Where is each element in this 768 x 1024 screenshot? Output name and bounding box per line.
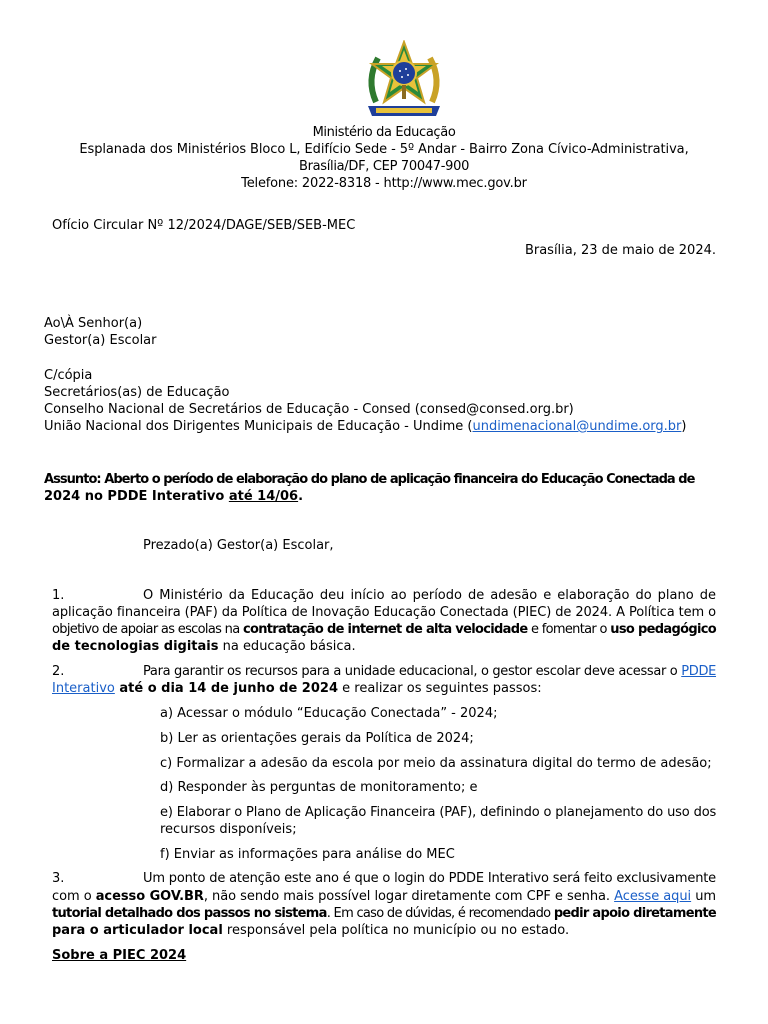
step-d: d) Responder às perguntas de monitoramento; e: [160, 780, 478, 795]
copy-line-3-prefix: União Nacional dos Dirigentes Municipais de Educação - Undime (: [44, 419, 473, 434]
subject-deadline: até 14/06: [228, 489, 299, 504]
copy-line-2: Conselho Nacional de Secretários de Educação - Consed (consed@consed.org.br): [44, 402, 574, 417]
copy-line-1: Secretários(as) de Educação: [44, 385, 230, 400]
p3-text-d: um: [691, 889, 717, 904]
recipient-line-2: Gestor(a) Escolar: [44, 333, 157, 348]
step-f: f) Enviar as informações para análise do MEC: [160, 847, 455, 862]
paragraph-3-line-3: [52, 905, 716, 922]
p3-bold-govbr: acesso GOV.BR: [95, 889, 204, 904]
section-title-text: Sobre a PIEC 2024: [52, 948, 187, 963]
paragraph-2-line-1: [143, 663, 716, 680]
p3-bold-tutorial: tutorial detalhado dos passos no sistema: [52, 906, 327, 921]
ministry-name: Ministério da Educação: [312, 125, 456, 140]
paragraph-3-line-2: [52, 888, 716, 905]
address-line-1: Esplanada dos Ministérios Bloco L, Edifício Sede - 5º Andar - Bairro Zona Cívico-Administrativa,: [79, 142, 689, 157]
paragraph-1-line-3: [52, 621, 716, 638]
paragraph-2-number: 2.: [52, 664, 65, 679]
step-c: c) Formalizar a adesão da escola por meio da assinatura digital do termo de adesão;: [160, 756, 712, 771]
document-date: Brasília, 23 de maio de 2024.: [524, 243, 716, 258]
p1-bold-uso: uso pedagógico: [610, 622, 716, 637]
p3-bold-articulador: para o articulador local: [52, 923, 223, 938]
subject-line-1: [44, 471, 694, 488]
greeting: Prezado(a) Gestor(a) Escolar,: [143, 538, 334, 553]
p3-text-c: , não sendo mais possível logar diretamente com CPF e senha.: [203, 889, 615, 904]
paragraph-1-line-4: [52, 638, 356, 655]
subject-line-1-text: Assunto: Aberto o período de elaboração do plano de aplicação financeira do Educação Conectada de: [44, 472, 695, 487]
p1-text-end: na educação básica.: [218, 639, 356, 654]
copy-line-3: [44, 418, 686, 435]
step-a: a) Acessar o módulo “Educação Conectada” - 2024;: [160, 706, 498, 721]
subject-line-2-suffix: .: [298, 489, 304, 504]
p2-text-c: e realizar os seguintes passos:: [338, 681, 542, 696]
paragraph-2-line-2: [52, 680, 542, 697]
pdde-interativo-link-part-1[interactable]: PDDE: [681, 664, 717, 679]
paragraph-1-number: 1.: [52, 588, 65, 603]
p1-text-a: objetivo de apoiar as escolas na: [52, 622, 243, 637]
step-e-continuation: recursos disponíveis;: [160, 822, 297, 837]
subject-line-2: [44, 488, 303, 505]
p3-text-a: com o: [52, 889, 96, 904]
pdde-interativo-link-part-2[interactable]: Interativo: [52, 681, 115, 696]
acesse-aqui-link[interactable]: Acesse aqui: [614, 889, 692, 904]
copy-label: C/cópia: [44, 368, 93, 383]
step-e: e) Elaborar o Plano de Aplicação Financeira (PAF), definindo o planejamento do uso dos: [160, 805, 717, 820]
p3-bold-apoio: pedir apoio diretamente: [553, 906, 716, 921]
subject-line-2-prefix: 2024 no PDDE Interativo: [44, 489, 229, 504]
phone-line: Telefone: 2022-8318 - http://www.mec.gov.br: [241, 176, 527, 191]
p1-bold-internet: contratação de internet de alta velocidade: [242, 622, 528, 637]
step-b: b) Ler as orientações gerais da Política de 2024;: [160, 731, 474, 746]
address-line-2: Brasília/DF, CEP 70047-900: [298, 159, 470, 174]
p2-deadline: até o dia 14 de junho de 2024: [114, 681, 338, 696]
p2-text-a: Para garantir os recursos para a unidade educacional, o gestor escolar deve acessar o: [143, 664, 682, 679]
copy-line-3-suffix: ): [681, 419, 687, 434]
paragraph-1-line-1: O Ministério da Educação deu início ao período de adesão e elaboração do plano de: [143, 588, 716, 603]
paragraph-3-number: 3.: [52, 871, 65, 886]
paragraph-1-line-2: aplicação financeira (PAF) da Política de Inovação Educação Conectada (PIEC) de 2024. A Política tem o: [52, 605, 716, 620]
section-title-piec: [52, 947, 186, 964]
undime-email-link[interactable]: undimenacional@undime.org.br: [472, 419, 682, 434]
paragraph-3-line-1: Um ponto de atenção este ano é que o login do PDDE Interativo será feito exclusivamente: [143, 871, 716, 886]
coat-of-arms-seal: [362, 40, 446, 118]
recipient-line-1: Ao\À Senhor(a): [44, 316, 143, 331]
p1-bold-tecnologias: de tecnologias digitais: [52, 639, 219, 654]
oficio-number: Ofício Circular Nº 12/2024/DAGE/SEB/SEB-MEC: [52, 218, 356, 233]
p3-text-b: . Em caso de dúvidas, é recomendado: [326, 906, 554, 921]
paragraph-3-line-4: [52, 922, 569, 939]
p3-text-end: responsável pela política no município ou no estado.: [222, 923, 570, 938]
p1-text-c: e fomentar o: [527, 622, 611, 637]
